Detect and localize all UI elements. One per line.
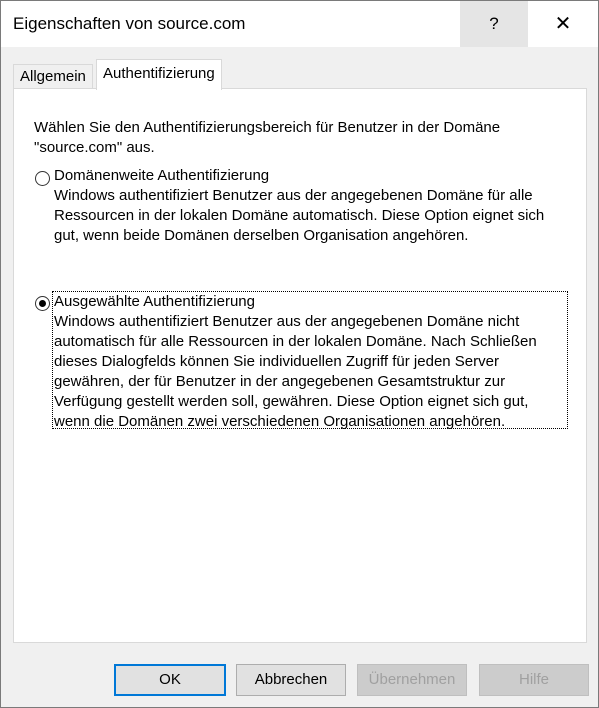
radio-domain-wide[interactable] [35, 171, 50, 186]
cancel-button[interactable]: Abbrechen [236, 664, 346, 696]
tab-allgemein[interactable]: Allgemein [13, 64, 93, 89]
tab-authentifizierung[interactable]: Authentifizierung [96, 59, 222, 90]
apply-button[interactable]: Übernehmen [357, 664, 467, 696]
intro-text: Wählen Sie den Authentifizierungsbereich für Benutzer in der Domäne "source.com" aus. [34, 119, 501, 156]
option-domain-wide-description: Windows authentifiziert Benutzer aus der angegebenen Domäne für alle Ressourcen in der lokalen Domäne automatisch. Diese Option eignet sich gut, wenn beide Domänen derselben Organisation angehören. [54, 187, 545, 244]
ok-button[interactable]: OK [114, 664, 226, 696]
window-title: Eigenschaften von source.com [13, 14, 246, 33]
radio-selective[interactable] [35, 296, 50, 311]
help-dialog-button[interactable]: Hilfe [479, 664, 589, 696]
tab-panel-authentifizierung [13, 88, 587, 643]
close-icon[interactable]: ✕ [554, 13, 572, 35]
option-selective-description: Windows authentifiziert Benutzer aus der angegebenen Domäne nicht automatisch für alle Ressourcen in der lokalen Domäne. Nach Schließen dieses Dialogfelds können Sie individuellen Zugriff für jeden Server gewähren, der für Benutzer in der angegebenen Gesamtstruktur zur Verfügung gestellt werden soll, gewähren. Diese Option eignet sich gut, wenn die Domänen zwei verschiedenen Organisationen angehören. [54, 313, 537, 430]
title-bar [1, 1, 598, 47]
option-domain-wide-label[interactable]: Domänenweite Authentifizierung [54, 167, 270, 184]
option-selective-label[interactable]: Ausgewählte Authentifizierung [54, 293, 255, 310]
radio-selected-dot [39, 300, 46, 307]
help-button[interactable]: ? [460, 1, 528, 47]
